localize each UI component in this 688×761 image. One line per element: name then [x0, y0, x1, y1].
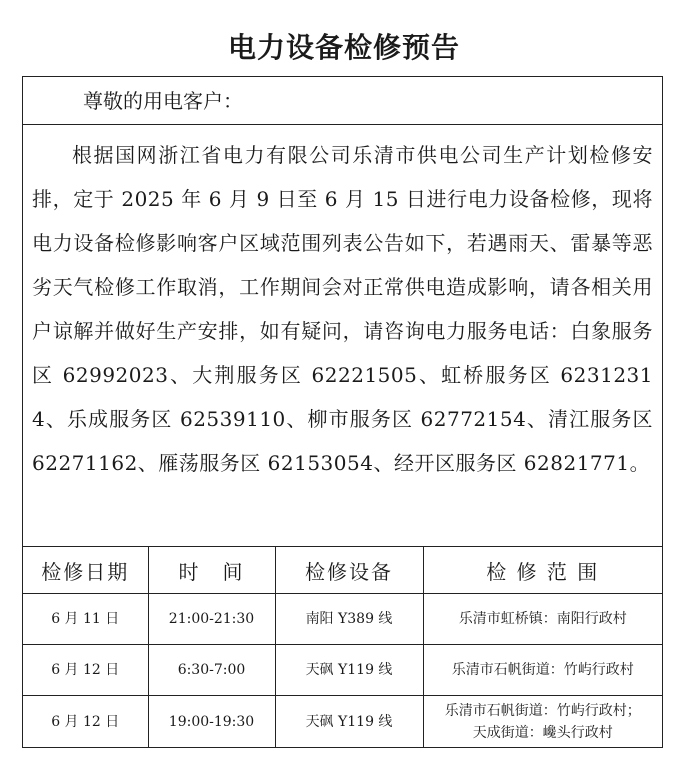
greeting: 尊敬的用电客户： — [23, 77, 662, 125]
notice-frame — [22, 76, 663, 748]
cell-time: 21:00-21:30 — [148, 594, 275, 645]
header-date: 检修日期 — [23, 547, 148, 594]
scope-line: 乐清市石帆街道：竹屿行政村； — [444, 703, 641, 719]
scope-line: 天成街道：巉头行政村 — [472, 725, 613, 741]
table-header-row — [23, 547, 662, 594]
header-device: 检修设备 — [275, 547, 423, 594]
cell-date: 6 月 12 日 — [23, 645, 148, 696]
header-time: 时 间 — [148, 547, 275, 594]
cell-date: 6 月 12 日 — [23, 696, 148, 749]
table-row — [23, 696, 662, 749]
cell-device: 天砜 Y119 线 — [275, 645, 423, 696]
cell-device: 天砜 Y119 线 — [275, 696, 423, 749]
cell-time: 6:30-7:00 — [148, 645, 275, 696]
cell-time: 19:00-19:30 — [148, 696, 275, 749]
cell-device: 南阳 Y389 线 — [275, 594, 423, 645]
scope-line: 乐清市虹桥镇：南阳行政村 — [458, 611, 627, 627]
cell-scope — [423, 594, 662, 645]
maintenance-table — [23, 546, 662, 748]
cell-scope — [423, 696, 662, 749]
header-scope: 检 修 范 围 — [423, 547, 662, 594]
cell-scope — [423, 645, 662, 696]
cell-date: 6 月 11 日 — [23, 594, 148, 645]
scope-line: 乐清市石帆街道：竹屿行政村 — [451, 662, 634, 678]
notice-body: 根据国网浙江省电力有限公司乐清市供电公司生产计划检修安排，定于 2025 年 6 月 9 日至 6 月 15 日进行电力设备检修，现将电力设备检修影响客户区域范围列表公告如下，若遇雨天、雷暴等恶劣天气检修工作取消，工作期间会对正常供电造成影响，请各相关用户谅解并做好生产安排，如有疑问，请咨询电力服务电话：白象服务区 62992023、大荆服务区 62221505、虹桥服务区 62312314、乐成服务区 62539110、柳市服务区 62772154、清江服务区 62271162、雁荡服务区 62153054、经开区服务区 62821771。 — [32, 143, 653, 475]
table-row — [23, 594, 662, 645]
page-title: 电力设备检修预告 — [227, 31, 460, 64]
table-row — [23, 645, 662, 696]
